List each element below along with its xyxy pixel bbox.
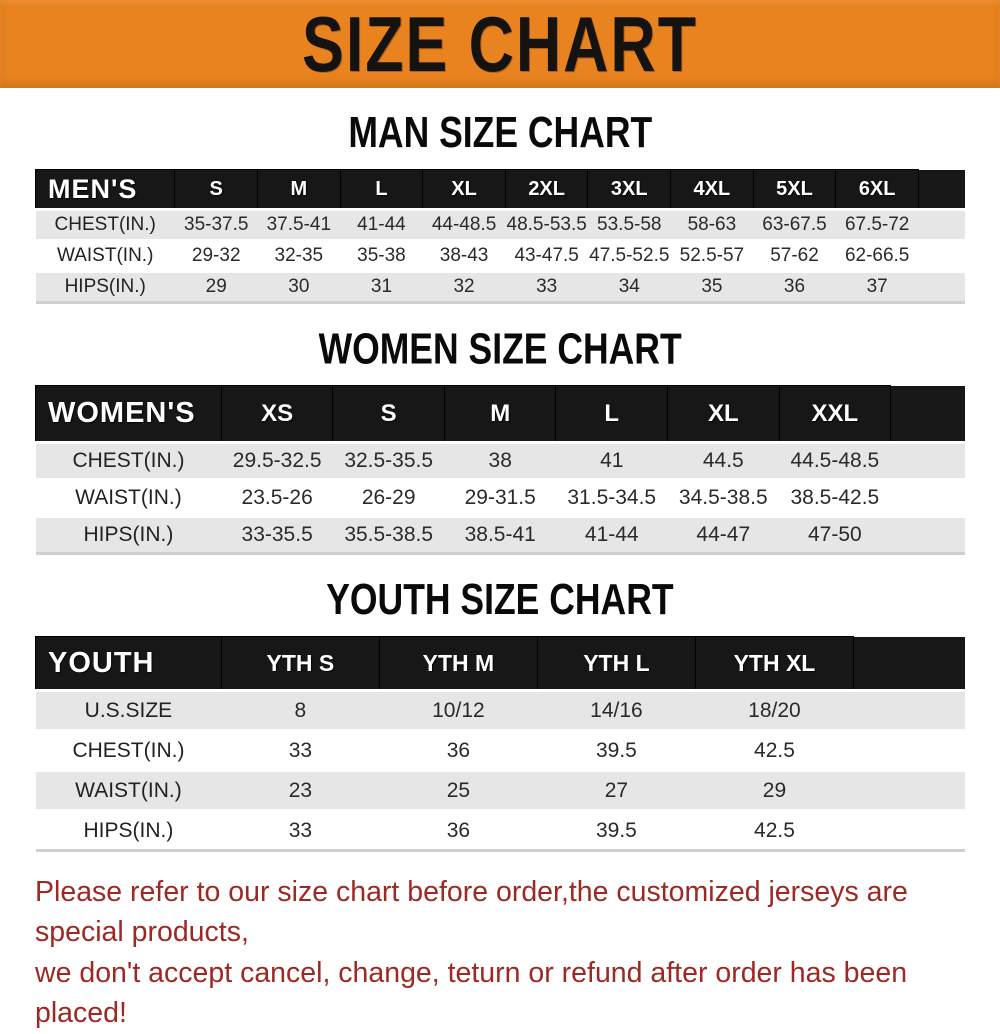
row-spacer <box>853 811 965 851</box>
table-row <box>36 443 966 480</box>
row-label: WAIST(IN.) <box>57 245 154 266</box>
row-label: CHEST(IN.) <box>54 214 156 235</box>
table-row <box>36 811 966 851</box>
size-value-cell: 33 <box>536 276 558 297</box>
column-header: S <box>333 386 445 443</box>
column-header: XS <box>221 386 333 443</box>
size-value-cell: 29 <box>205 276 227 297</box>
header-row <box>36 170 966 210</box>
size-value-cell: 47.5-52.5 <box>589 245 670 266</box>
column-header: XXL <box>779 386 891 443</box>
size-value-cell: 33 <box>288 738 313 762</box>
men-section-heading-text: MAN SIZE CHART <box>348 108 652 157</box>
size-value-cell: 58-63 <box>687 214 737 235</box>
size-value-cell: 41 <box>600 449 624 472</box>
men-section-heading <box>0 108 1000 157</box>
size-value-cell: 36 <box>446 818 471 842</box>
women-section-heading <box>0 324 1000 373</box>
size-value-cell: 41-44 <box>584 523 639 546</box>
row-label: U.S.SIZE <box>84 698 173 722</box>
row-label: HIPS(IN.) <box>64 276 146 297</box>
size-value-cell: 31 <box>370 276 393 297</box>
table-row <box>36 241 966 272</box>
size-value-cell: 63-67.5 <box>762 214 827 235</box>
header-spacer <box>853 637 965 691</box>
table-row <box>36 691 966 731</box>
column-header: M <box>258 170 341 210</box>
size-value-cell: 29.5-32.5 <box>232 449 322 472</box>
size-value-cell: 18/20 <box>748 698 801 722</box>
size-value-cell: 47-50 <box>807 523 862 546</box>
banner-title: SIZE CHART <box>302 0 698 88</box>
size-value-cell: 38-43 <box>439 245 489 266</box>
size-value-cell: 39.5 <box>595 738 637 762</box>
size-value-cell: 62-66.5 <box>844 245 910 266</box>
footer-note-line2: we don't accept cancel, change, teturn or refund after order has been placed! <box>35 956 908 1030</box>
women-section-heading-text: WOMEN SIZE CHART <box>318 324 682 373</box>
footer-note <box>35 872 985 1034</box>
row-label: WAIST(IN.) <box>75 778 182 802</box>
men-size-table <box>35 169 965 304</box>
table-row <box>36 272 966 303</box>
header-row <box>36 386 966 443</box>
size-value-cell: 43-47.5 <box>514 245 579 266</box>
size-value-cell: 27 <box>604 778 629 802</box>
size-value-cell: 33-35.5 <box>241 523 313 546</box>
women-size-table <box>35 385 965 555</box>
size-value-cell: 35.5-38.5 <box>344 523 434 546</box>
table-row <box>36 210 966 241</box>
size-value-cell: 38.5-41 <box>464 523 536 546</box>
row-label: CHEST(IN.) <box>72 738 185 762</box>
row-label: WAIST(IN.) <box>75 486 182 509</box>
header-spacer <box>891 386 965 443</box>
row-label: HIPS(IN.) <box>83 523 174 546</box>
size-value-cell: 23.5-26 <box>241 486 313 509</box>
column-header: 5XL <box>753 170 836 210</box>
size-chart-banner <box>0 0 1000 88</box>
size-value-cell: 33 <box>288 818 313 842</box>
size-value-cell: 42.5 <box>754 818 795 842</box>
size-value-cell: 36 <box>446 738 471 762</box>
size-value-cell: 30 <box>288 276 310 297</box>
table-row <box>36 480 966 517</box>
row-spacer <box>919 241 965 272</box>
size-value-cell: 44.5-48.5 <box>790 449 880 472</box>
size-value-cell: 41-44 <box>357 214 406 235</box>
table-corner-label: WOMEN'S <box>36 386 222 443</box>
size-value-cell: 29-32 <box>191 245 241 266</box>
size-value-cell: 23 <box>288 778 313 802</box>
row-spacer <box>891 480 965 517</box>
size-value-cell: 32 <box>453 276 475 297</box>
table-corner-label: MEN'S <box>36 170 175 210</box>
youth-section-heading <box>0 575 1000 624</box>
youth-size-table <box>35 636 965 852</box>
size-value-cell: 29 <box>762 778 787 802</box>
table-row <box>36 731 966 771</box>
column-header: 3XL <box>588 170 671 210</box>
row-spacer <box>919 210 965 241</box>
row-spacer <box>891 517 965 554</box>
size-value-cell: 25 <box>446 778 471 802</box>
size-value-cell: 32.5-35.5 <box>344 449 434 472</box>
footer-note-line1: Please refer to our size chart before order,the customized jerseys are special products, <box>35 876 908 949</box>
column-header: 4XL <box>671 170 754 210</box>
row-spacer <box>919 272 965 303</box>
table-row <box>36 517 966 554</box>
size-value-cell: 44.5 <box>702 449 744 472</box>
size-value-cell: 37 <box>866 276 888 297</box>
row-spacer <box>891 443 965 480</box>
size-value-cell: 35-37.5 <box>184 214 249 235</box>
table-corner-label: YOUTH <box>36 637 222 691</box>
size-value-cell: 57-62 <box>770 245 819 266</box>
column-header: YTH M <box>379 637 537 691</box>
row-label: CHEST(IN.) <box>72 449 185 472</box>
size-value-cell: 31.5-34.5 <box>567 486 657 509</box>
size-value-cell: 35-38 <box>357 245 406 266</box>
size-value-cell: 39.5 <box>595 818 637 842</box>
column-header: YTH S <box>221 637 379 691</box>
size-value-cell: 32-35 <box>274 245 324 266</box>
column-header: L <box>340 170 423 210</box>
size-value-cell: 38.5-42.5 <box>790 486 880 509</box>
header-row <box>36 637 966 691</box>
column-header: XL <box>423 170 506 210</box>
youth-section-heading-text: YOUTH SIZE CHART <box>326 575 674 624</box>
row-label: HIPS(IN.) <box>83 818 174 842</box>
size-value-cell: 44-47 <box>696 523 751 546</box>
size-value-cell: 35 <box>701 276 723 297</box>
column-header: M <box>444 386 556 443</box>
size-value-cell: 29-31.5 <box>464 486 536 509</box>
size-value-cell: 26-29 <box>361 486 416 509</box>
size-value-cell: 44-48.5 <box>431 214 497 235</box>
row-spacer <box>853 771 965 811</box>
size-value-cell: 52.5-57 <box>679 245 745 266</box>
size-value-cell: 10/12 <box>432 698 485 722</box>
column-header: S <box>175 170 258 210</box>
column-header: 6XL <box>836 170 919 210</box>
column-header: 2XL <box>505 170 588 210</box>
size-value-cell: 36 <box>783 276 806 297</box>
size-value-cell: 34 <box>618 276 640 297</box>
size-value-cell: 38 <box>488 449 512 472</box>
size-value-cell: 34.5-38.5 <box>678 486 768 509</box>
size-value-cell: 37.5-41 <box>266 214 332 235</box>
size-value-cell: 8 <box>294 698 307 722</box>
size-value-cell: 14/16 <box>590 698 643 722</box>
row-spacer <box>853 691 965 731</box>
size-value-cell: 48.5-53.5 <box>506 214 587 235</box>
header-spacer <box>919 170 965 210</box>
table-row <box>36 771 966 811</box>
column-header: YTH XL <box>695 637 853 691</box>
row-spacer <box>853 731 965 771</box>
column-header: L <box>556 386 668 443</box>
size-value-cell: 42.5 <box>754 738 795 762</box>
column-header: YTH L <box>537 637 695 691</box>
size-value-cell: 53.5-58 <box>597 214 662 235</box>
column-header: XL <box>668 386 780 443</box>
size-value-cell: 67.5-72 <box>844 214 910 235</box>
